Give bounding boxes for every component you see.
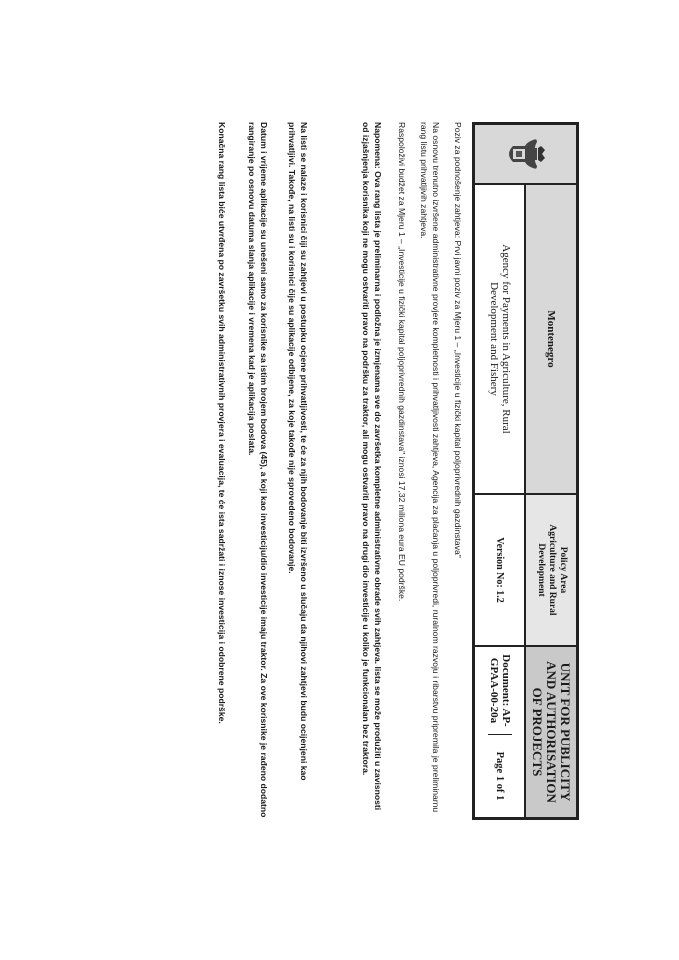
unit-title-line: AND AUTHORISATION <box>544 661 560 803</box>
country-name-cell: Montenegro <box>526 184 578 494</box>
version-cell: Version No: 1.2 <box>474 494 526 646</box>
document-number <box>488 647 512 735</box>
policy-area-cell <box>526 494 578 646</box>
unit-title-line: UNIT FOR PUBLICITY <box>558 662 574 802</box>
document-number-line: Document: AP- <box>499 654 512 727</box>
document-number-line: GPAA-00-20a <box>487 657 500 724</box>
agency-name-cell: Agency for Payments in Agriculture, Rural Development and Fishery <box>474 184 526 494</box>
paragraph-budget: Raspoloživi budžet za Mjeru 1 – „Investicije u fizički kapital poljoprivrednih gazdinstava" iznosi 17,32 miliona eura EU podrške. <box>397 122 407 602</box>
coat-of-arms-cell <box>474 124 577 184</box>
paragraph-note: Napomena: Ova rang lista je preliminarna i podložna je izmjenama sve do završetka kompletne administrativne obrade svih zahtjeva. lista se može produžiti u zavisnosti od izjašnjenja korisnika koji ne mogu ostvariti pravo na podršku za traktor, ali mogu ostvariti pravo na drugi dio investicije u koliko je funkcionalan bez traktora. <box>361 122 383 811</box>
paragraph-date-time: Datum i vrijeme aplikacije su unešeni samo za korisnike sa istim brojem bodova (45), a koji kao investiciju/dio investicije imaju traktor. Za ove korisnike je rađeno dodatno rangiranje po osnovu datuma slanja aplikacije i vremena kad je aplikacija poslata. <box>247 122 269 818</box>
policy-area-line: Development <box>535 543 546 597</box>
document-page-cell <box>474 646 526 818</box>
call-for-applications-line: Poziv za podnošenje zahtjeva: Prvi javni poziv za Mjeru 1 – „Investicije u fizički kapital poljoprivrednih gazdinstava" <box>453 122 463 558</box>
page-number: Page 1 of 1 <box>494 751 506 801</box>
paragraph-eligibility: Na listi se nalaze i korisnici čiji su zahtjevi u postupku ocjene prihvatljivosti, te će za njih bodovanje biti izvršeno u slučaju da njihovi zahtjevi budu ocijenjeni kao prihvatljivi. Takođe, na listi su i korisnici čije su aplikacije odbijene, za koje takođe nije sprovedeno bodovanje. <box>287 122 309 781</box>
unit-title-cell <box>526 646 578 818</box>
coat-of-arms-icon <box>504 136 548 172</box>
policy-area-line: Agriculture and Rural <box>546 524 557 616</box>
unit-title-line: OF PROJECTS <box>530 687 546 777</box>
document-header-table <box>472 122 579 820</box>
paragraph-final-list: Konačna rang lista biće utvrđena po završetku svih administrativnih provjera i evaluacija, te će ista sadržati i iznose investicija i odobrene podrške. <box>217 122 227 724</box>
paragraph-preliminary-list: Na osnovu trenutno izvršene administrativne provjere kompletnosti i prihvatljivosti zahtjeva, Agencija za plaćanja u poljoprivredi, ruralnom razvoju i ribarstvu pripremila je preliminarnu rang listu prihvatljivih zahtjeva. <box>419 122 441 813</box>
policy-area-line: Policy Area <box>557 546 568 594</box>
